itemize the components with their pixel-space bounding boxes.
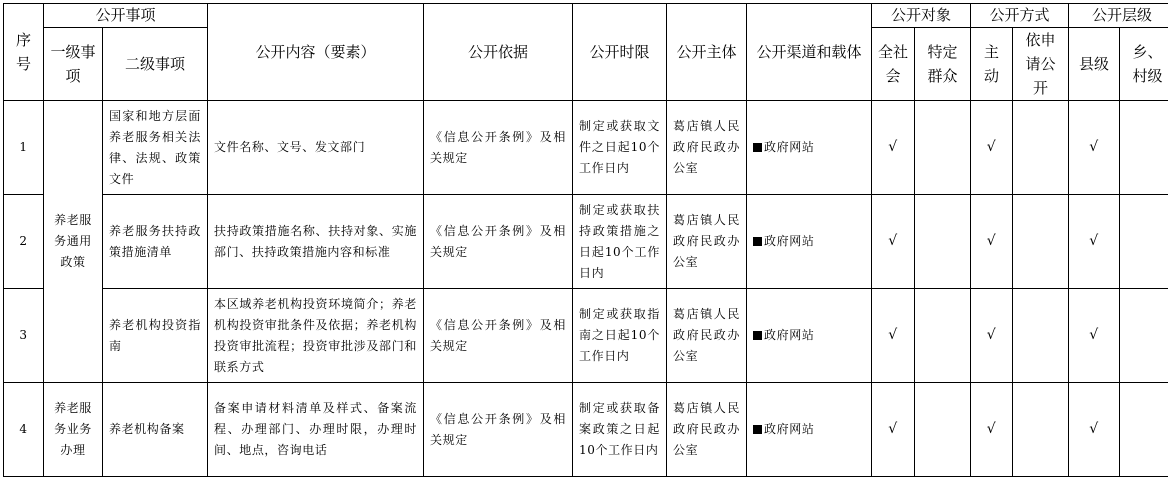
row-mark-specific	[915, 289, 971, 383]
header-level-township: 乡、村级	[1120, 28, 1168, 101]
header-audience-group: 公开对象	[872, 4, 971, 28]
header-audience-all: 全社会	[872, 28, 915, 101]
header-level1: 一级事项	[44, 28, 103, 101]
row-content: 本区域养老机构投资环境简介；养老机构投资审批条件及依据；养老机构投资审批流程；投资审批涉及部门和联系方式	[208, 289, 424, 383]
header-content: 公开内容（要素）	[208, 4, 424, 101]
row-mark-county: √	[1069, 383, 1120, 477]
row-subject: 葛店镇人民政府民政办公室	[667, 289, 747, 383]
header-deadline: 公开时限	[573, 4, 667, 101]
row-content: 扶持政策措施名称、扶持对象、实施部门、扶持政策措施内容和标准	[208, 195, 424, 289]
row-channel	[747, 383, 872, 477]
row-mark-active: √	[971, 195, 1013, 289]
row-mark-county: √	[1069, 289, 1120, 383]
row-deadline: 制定或获取备案政策之日起10个工作日内	[573, 383, 667, 477]
row-mark-township	[1120, 195, 1168, 289]
black-square-icon	[753, 237, 762, 246]
row-mark-specific	[915, 383, 971, 477]
header-row-1	[4, 4, 1168, 28]
header-level2: 二级事项	[103, 28, 208, 101]
table-row	[4, 289, 1168, 383]
header-level-county: 县级	[1069, 28, 1120, 101]
table-row	[4, 101, 1168, 195]
row-seq: 2	[4, 195, 44, 289]
table-row	[4, 383, 1168, 477]
row-deadline: 制定或获取文件之日起10个工作日内	[573, 101, 667, 195]
level1-group: 养老服务通用政策	[44, 101, 103, 383]
row-mark-all: √	[872, 383, 915, 477]
black-square-icon	[753, 143, 762, 152]
disclosure-table	[3, 3, 1168, 477]
row-mark-all: √	[872, 101, 915, 195]
row-mark-township	[1120, 383, 1168, 477]
header-level-group: 公开层级	[1069, 4, 1168, 28]
row-channel-label: 政府网站	[764, 234, 815, 248]
row-level2: 国家和地方层面养老服务相关法律、法规、政策文件	[103, 101, 208, 195]
row-basis: 《信息公开条例》及相关规定	[424, 383, 573, 477]
header-basis: 公开依据	[424, 4, 573, 101]
header-mode-group: 公开方式	[971, 4, 1069, 28]
row-channel	[747, 289, 872, 383]
row-seq: 3	[4, 289, 44, 383]
row-subject: 葛店镇人民政府民政办公室	[667, 383, 747, 477]
row-level2: 养老机构备案	[103, 383, 208, 477]
row-channel-label: 政府网站	[764, 422, 815, 436]
row-basis: 《信息公开条例》及相关规定	[424, 289, 573, 383]
table-row	[4, 195, 1168, 289]
row-mark-specific	[915, 101, 971, 195]
header-subject: 公开主体	[667, 4, 747, 101]
row-mark-all: √	[872, 289, 915, 383]
row-mark-township	[1120, 289, 1168, 383]
row-deadline: 制定或获取指南之日起10个工作日内	[573, 289, 667, 383]
black-square-icon	[753, 425, 762, 434]
black-square-icon	[753, 331, 762, 340]
row-mark-active: √	[971, 383, 1013, 477]
row-mark-request	[1013, 195, 1069, 289]
row-deadline: 制定或获取扶持政策措施之日起10个工作日内	[573, 195, 667, 289]
row-mark-active: √	[971, 101, 1013, 195]
row-mark-specific	[915, 195, 971, 289]
row-seq: 1	[4, 101, 44, 195]
row-mark-county: √	[1069, 195, 1120, 289]
row-basis: 《信息公开条例》及相关规定	[424, 101, 573, 195]
row-mark-all: √	[872, 195, 915, 289]
row-mark-county: √	[1069, 101, 1120, 195]
header-audience-specific: 特定群众	[915, 28, 971, 101]
row-mark-active: √	[971, 289, 1013, 383]
header-mode-active: 主动	[971, 28, 1013, 101]
row-channel-label: 政府网站	[764, 140, 815, 154]
row-channel	[747, 101, 872, 195]
row-mark-township	[1120, 101, 1168, 195]
header-seq: 序号	[4, 4, 44, 101]
row-level2: 养老服务扶持政策措施清单	[103, 195, 208, 289]
header-item-group: 公开事项	[44, 4, 208, 28]
row-level2: 养老机构投资指南	[103, 289, 208, 383]
row-content: 备案申请材料清单及样式、备案流程、办理部门、办理时限，办理时间、地点，咨询电话	[208, 383, 424, 477]
row-seq: 4	[4, 383, 44, 477]
row-channel	[747, 195, 872, 289]
row-mark-request	[1013, 289, 1069, 383]
level1-group: 养老服务业务办理	[44, 383, 103, 477]
header-channel: 公开渠道和载体	[747, 4, 872, 101]
row-mark-request	[1013, 383, 1069, 477]
row-subject: 葛店镇人民政府民政办公室	[667, 101, 747, 195]
row-subject: 葛店镇人民政府民政办公室	[667, 195, 747, 289]
header-mode-request: 依申请公开	[1013, 28, 1069, 101]
row-mark-request	[1013, 101, 1069, 195]
row-basis: 《信息公开条例》及相关规定	[424, 195, 573, 289]
row-content: 文件名称、文号、发文部门	[208, 101, 424, 195]
row-channel-label: 政府网站	[764, 328, 815, 342]
